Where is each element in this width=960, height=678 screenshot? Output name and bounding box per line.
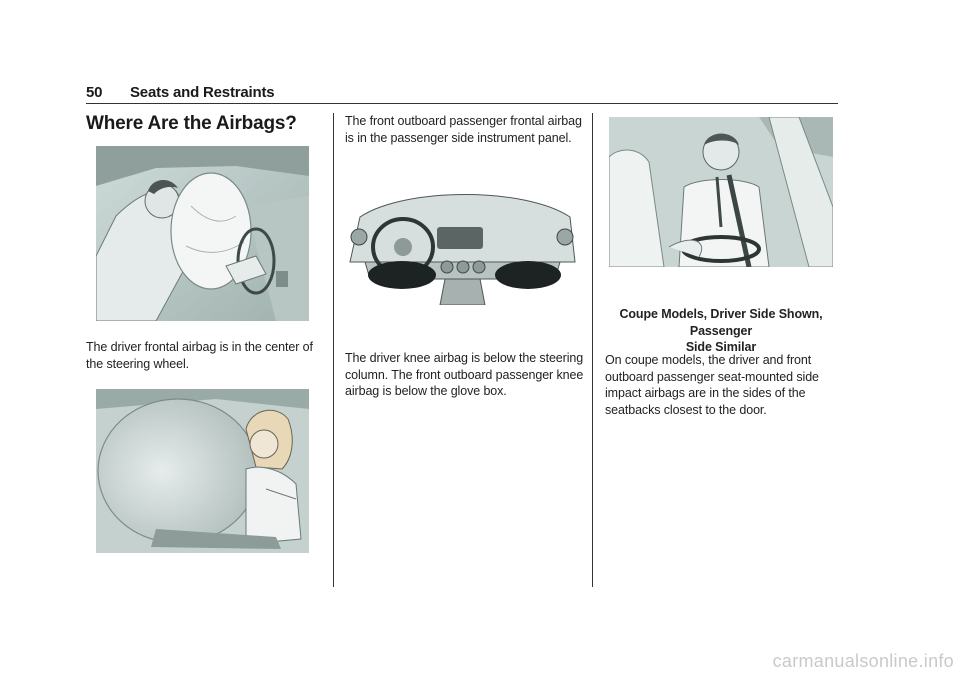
text-line: the steering wheel.	[86, 356, 190, 371]
passenger-frontal-airbag-illustration	[96, 389, 309, 553]
caption-line: Side Similar	[685, 340, 757, 354]
text-line: The driver knee airbag is below the steering	[345, 351, 584, 365]
side-impact-airbag-illustration	[609, 117, 833, 267]
figure-caption	[605, 306, 837, 356]
col2-paragraph-2	[345, 350, 583, 400]
text-line: seatbacks closest to the door.	[605, 402, 767, 417]
text-line: is in the passenger side instrument panel.	[345, 130, 572, 145]
col1-paragraph-1	[86, 339, 313, 372]
text-line: airbag is below the glove box.	[345, 384, 507, 398]
text-line: On coupe models, the driver and front	[605, 353, 812, 367]
watermark: carmanualsonline.info	[772, 651, 954, 671]
header-rule	[86, 103, 838, 104]
column-divider-1	[333, 113, 334, 587]
text-line: impact airbags are in the sides of the	[605, 386, 806, 400]
section-title: Where Are the Airbags?	[86, 113, 297, 134]
driver-frontal-airbag-illustration	[96, 146, 309, 321]
page-number: 50	[86, 84, 103, 101]
instrument-panel-airbags-illustration	[345, 187, 579, 305]
col3-paragraph-1	[605, 352, 819, 418]
text-line: outboard passenger seat-mounted side	[605, 369, 819, 384]
chapter-title: Seats and Restraints	[130, 84, 275, 101]
col2-paragraph-1	[345, 113, 582, 146]
caption-line: Coupe Models, Driver Side Shown, Passenger	[619, 307, 823, 338]
text-line: column. The front outboard passenger knee	[345, 367, 584, 382]
text-line: The front outboard passenger frontal airbag	[345, 114, 582, 128]
text-line: The driver frontal airbag is in the center of	[86, 340, 313, 354]
column-divider-2	[592, 113, 593, 587]
